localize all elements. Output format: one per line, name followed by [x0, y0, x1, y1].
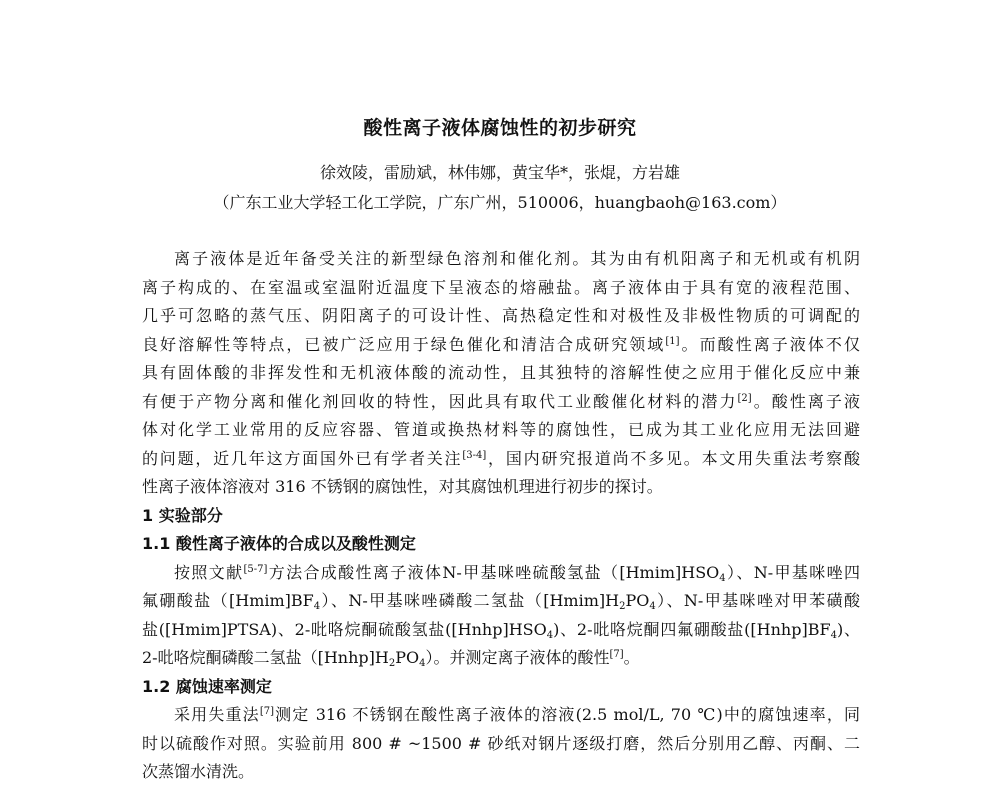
s11-text: PO	[625, 591, 650, 610]
intro-paragraph	[142, 245, 860, 787]
intro-text: 的问题，近几年这方面国外已有学者关注	[142, 448, 463, 468]
s11-text: ）、N-甲基咪唑对甲苯磺酸	[655, 591, 860, 610]
ref-1: [1]	[665, 335, 680, 347]
s12-line-3: 次蒸馏水清洗。	[142, 762, 255, 781]
intro-line-8	[142, 445, 860, 474]
intro-text: 。而酸性离子液体不仅	[679, 334, 860, 354]
intro-line-2: 离子构成的、在室温或室温附近温度下呈液态的熔融盐。离子液体由于具有宽的液程范围、	[142, 277, 860, 297]
subscript: 4	[313, 601, 321, 612]
intro-text: 有便于产物分离和催化剂回收的特性，因此具有取代工业酸催化材料的潜力	[142, 391, 738, 411]
s12-line-2: 时以硫酸作对照。实验前用 800 # ~1500 # 砂纸对钢片逐级打磨，然后分别用乙醇、丙酮、二	[142, 733, 860, 753]
intro-line-3: 几乎可忽略的蒸气压、阴阳离子的可设计性、高热稳定性和对极性及非极性物质的可调配的	[142, 306, 860, 325]
s11-text: )、	[836, 619, 860, 639]
ref-3-4: [3-4]	[462, 449, 487, 461]
s11-text: PO	[395, 648, 420, 667]
intro-text: ，国内研究报道尚不多见。本文用失重法考察酸	[486, 448, 860, 468]
s11-line-1	[142, 559, 860, 588]
paper-title: 酸性离子液体腐蚀性的初步研究	[363, 117, 637, 139]
author-list: 徐效陵，雷励斌，林伟娜，黄宝华*，张焜，方岩雄	[319, 163, 680, 182]
intro-line-4	[142, 331, 860, 360]
section-heading-1-1: 1.1 酸性离子液体的合成以及酸性测定	[142, 534, 416, 553]
subscript: 2	[619, 601, 626, 612]
subscript: 2	[388, 658, 396, 669]
subscript: 4	[546, 629, 554, 641]
section-heading-1-2: 1.2 腐蚀速率测定	[142, 676, 272, 696]
s11-text: ）、N-甲基咪唑四	[725, 562, 860, 582]
intro-line-6	[142, 388, 860, 417]
s12-text: 测定 316 不锈钢在酸性离子液体的溶液(2.5 mol/L, 70 ℃)中的腐蚀速率，同	[273, 705, 860, 724]
ref-7: [7]	[609, 649, 624, 660]
intro-line-1: 离子液体是近年备受关注的新型绿色溶剂和催化剂。其为由有机阳离子和无机或有机阴	[174, 249, 860, 268]
subscript: 4	[830, 629, 837, 641]
subscript: 4	[649, 601, 656, 612]
s11-text: 方法合成酸性离子液体N-甲基咪唑硫酸氢盐（[Hmim]HSO	[267, 562, 720, 582]
s11-text: 2-吡咯烷酮磷酸二氢盐（[Hnhp]H	[142, 648, 389, 667]
s11-line-2	[142, 587, 860, 616]
subscript: 4	[719, 572, 726, 584]
s11-text: )、2-吡咯烷酮四氟硼酸盐([Hnhp]BF	[553, 619, 831, 639]
subscript: 4	[419, 658, 426, 669]
intro-line-7: 体对化学工业常用的反应容器、管道或换热材料等的腐蚀性，已成为其工业化应用无法回避	[142, 420, 860, 439]
s11-text: 。	[623, 648, 640, 667]
intro-line-9: 性离子液体溶液对 316 不锈钢的腐蚀性，对其腐蚀机理进行初步的探讨。	[142, 477, 663, 496]
s11-text: 盐([Hmim]PTSA)、2-吡咯烷酮硫酸氢盐([Hnhp]HSO	[142, 619, 547, 639]
s12-line-1	[142, 701, 860, 730]
s11-line-3	[142, 616, 860, 645]
intro-line-5: 具有固体酸的非挥发性和无机液体酸的流动性，且其独特的溶解性使之应用于催化反应中兼	[142, 363, 860, 382]
affiliation: （广东工业大学轻工化工学院，广东广州，510006，huangbaoh@163.com）	[213, 193, 787, 212]
ref-2: [2]	[737, 392, 752, 404]
section-heading-1: 1 实验部分	[142, 505, 223, 525]
s11-text: ）、N-甲基咪唑磷酸二氢盐（[Hmim]H	[320, 591, 620, 610]
s11-text: 氟硼酸盐（[Hmim]BF	[142, 591, 314, 610]
ref-5-7: [5-7]	[243, 563, 268, 575]
s11-line-4	[142, 644, 860, 673]
s11-text: ）。并测定离子液体的酸性	[425, 648, 610, 667]
ref-7: [7]	[259, 706, 274, 717]
s12-text: 采用失重法	[174, 705, 260, 724]
s11-text: 按照文献	[174, 562, 244, 582]
intro-text: 。酸性离子液	[751, 391, 860, 411]
intro-text: 良好溶解性等特点，已被广泛应用于绿色催化和清洁合成研究领域	[142, 334, 666, 354]
